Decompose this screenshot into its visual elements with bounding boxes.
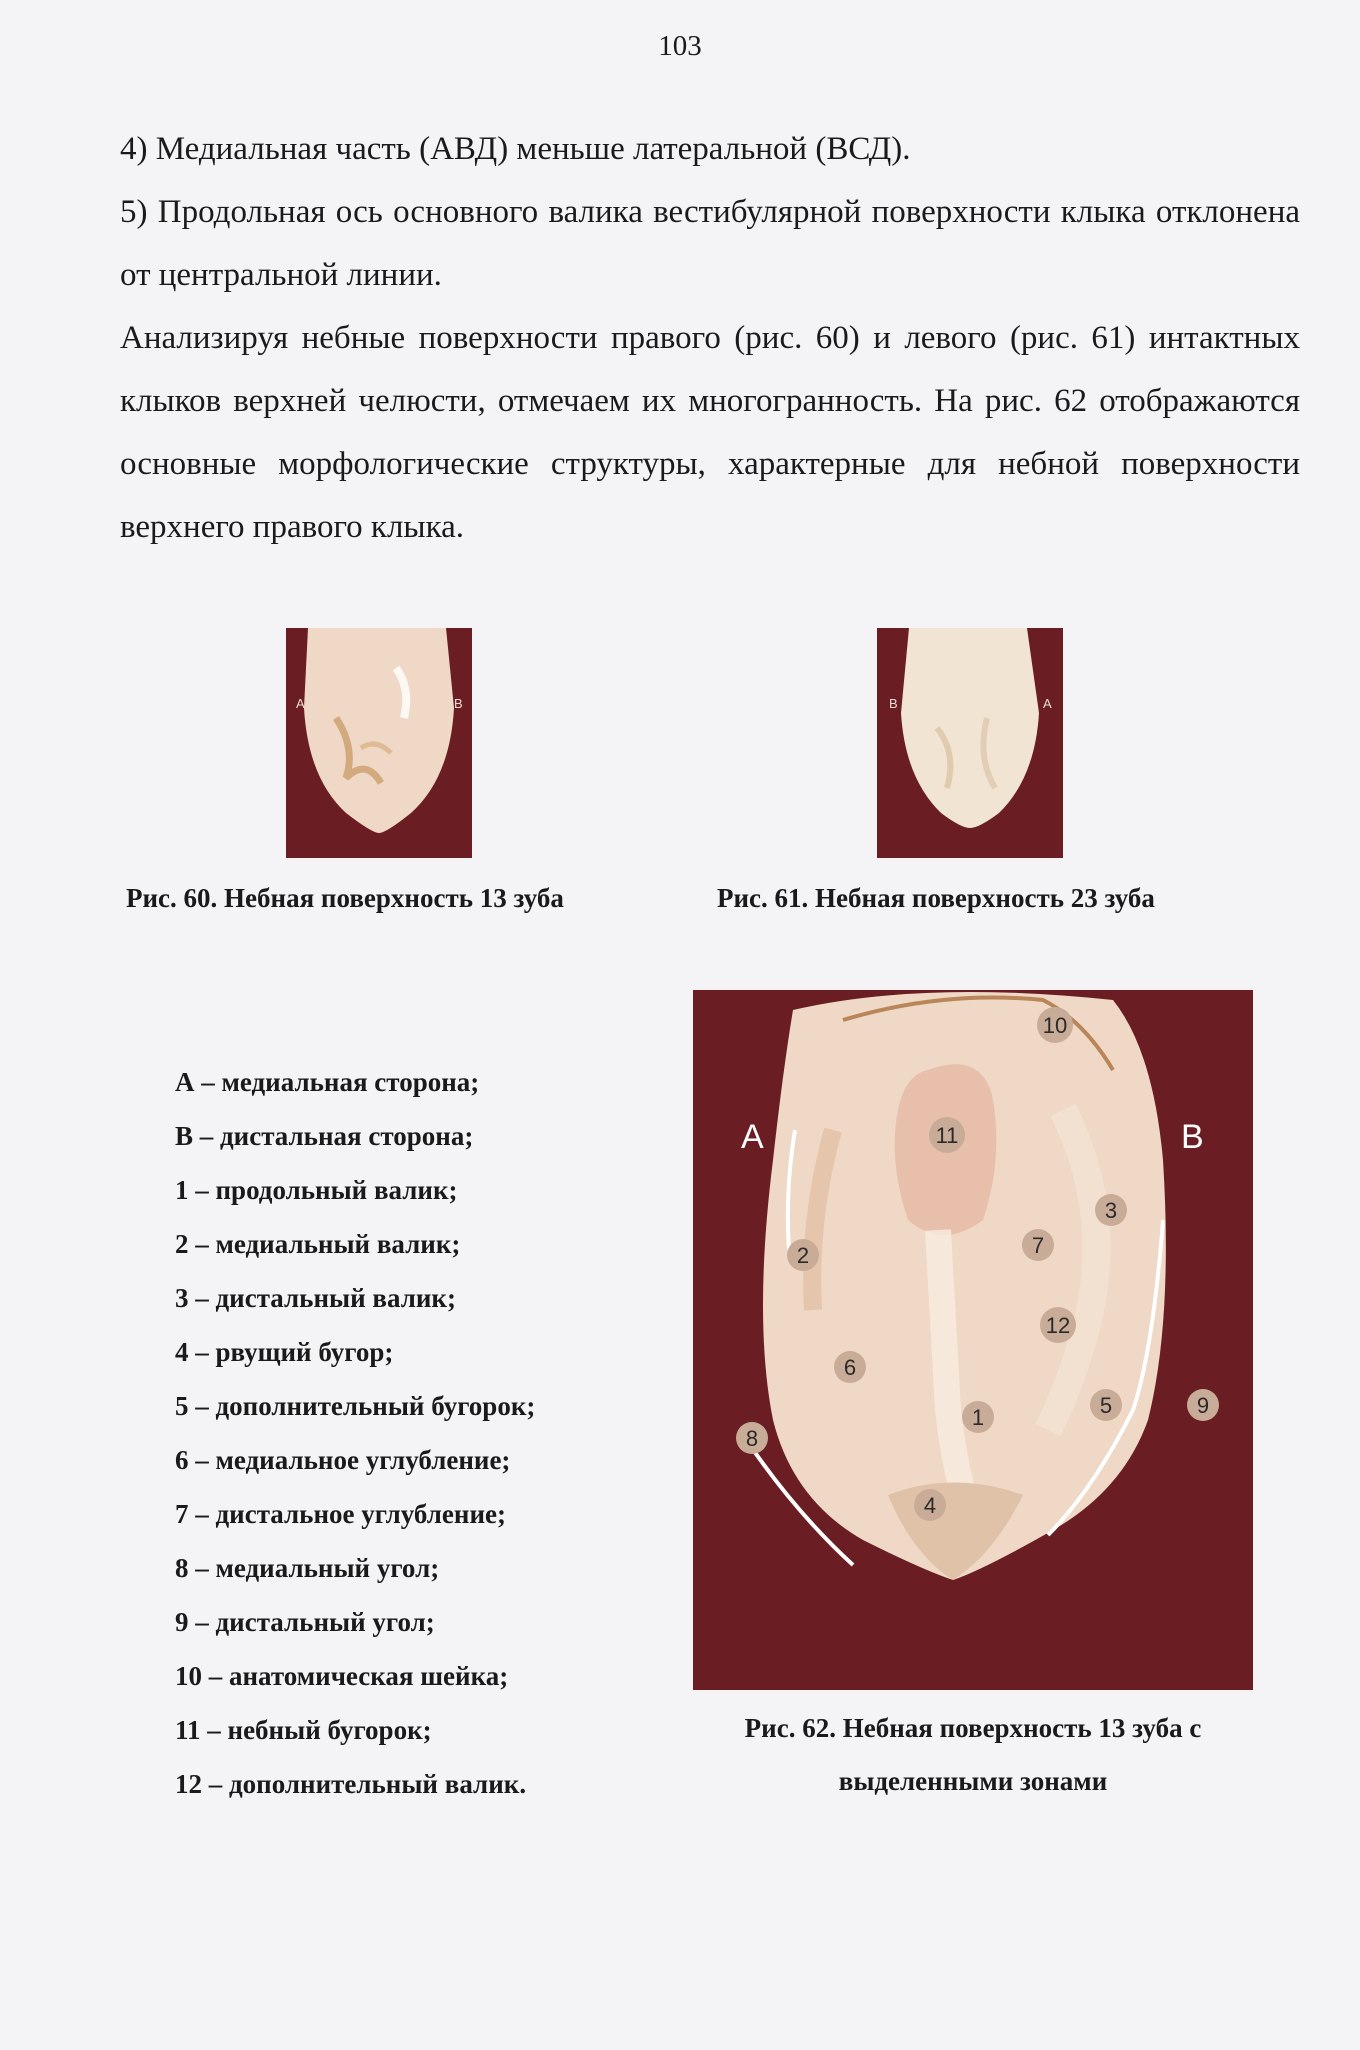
figure-62-label-right: B [1181,1118,1204,1156]
figure-61-image [877,628,1063,858]
svg-text:4: 4 [923,1493,937,1518]
tooth-palatal-23-illustration [877,628,1063,858]
legend-item: В – дистальная сторона; [175,1121,474,1151]
figure-60-label-left: A [296,696,305,711]
svg-text:1: 1 [971,1405,985,1430]
zone-marker [1037,1007,1073,1043]
legend-item: 8 – медиальный угол; [175,1553,440,1583]
zone-marker [1095,1194,1127,1226]
legend-item: 5 – дополнительный бугорок; [175,1391,536,1421]
zone-marker [962,1401,994,1433]
tooth-palatal-13-illustration [286,628,472,858]
zone-marker [1022,1229,1054,1261]
figure-61-label-left: B [889,696,898,711]
figure-60-caption: Рис. 60. Небная поверхность 13 зуба [126,883,564,913]
paragraph-item-5: 5) Продольная ось основного валика вестибулярной поверхности клыка отклонена от центральной линии. [120,194,1300,293]
paragraph-analysis: Анализируя небные поверхности правого (рис. 60) и левого (рис. 61) интактных клыков верхней челюсти, отмечаем их многогранность. На рис. 62 отображаются основные морфологические структуры, характерные для небной поверхности верхнего правого клыка. [120,320,1300,545]
legend-item: А – медиальная сторона; [175,1067,480,1097]
zone-marker [914,1489,946,1521]
legend-item: 11 – небный бугорок; [175,1715,432,1745]
legend-item: 7 – дистальное углубление; [175,1499,506,1529]
legend-item: 9 – дистальный угол; [175,1607,435,1637]
zone-marker [1187,1389,1219,1421]
zone-marker [929,1117,965,1153]
svg-text:12: 12 [1045,1313,1071,1338]
figure-62-caption-line1: Рис. 62. Небная поверхность 13 зуба с [744,1713,1202,1743]
legend-item: 1 – продольный валик; [175,1175,458,1205]
page-number: 103 [658,30,702,62]
svg-text:3: 3 [1104,1198,1118,1223]
figure-60-label-right: B [454,696,463,711]
paragraph-item-4: 4) Медиальная часть (АВД) меньше латеральной (ВСД). [120,131,911,167]
zone-marker [787,1239,819,1271]
zone-marker [1040,1307,1076,1343]
zone-marker [834,1351,866,1383]
figure-62-caption-line2: выделенными зонами [838,1766,1108,1796]
svg-text:7: 7 [1031,1233,1045,1258]
svg-text:6: 6 [843,1355,857,1380]
svg-text:10: 10 [1042,1013,1068,1038]
svg-text:9: 9 [1196,1393,1210,1418]
legend-item: 10 – анатомическая шейка; [175,1661,509,1691]
zone-marker [1090,1389,1122,1421]
zone-marker [736,1422,768,1454]
figure-legend [175,1055,695,1811]
legend-item: 12 – дополнительный валик. [175,1769,527,1799]
body-text [120,118,1300,559]
svg-text:5: 5 [1099,1393,1113,1418]
legend-item: 4 – рвущий бугор; [175,1337,394,1367]
figure-62-image [693,990,1253,1690]
legend-item: 2 – медиальный валик; [175,1229,461,1259]
svg-text:11: 11 [935,1123,959,1148]
svg-text:8: 8 [745,1426,759,1451]
figure-62-label-left: A [741,1118,764,1156]
figure-61-caption: Рис. 61. Небная поверхность 23 зуба [717,883,1155,913]
figure-61-label-right: A [1043,696,1052,711]
legend-item: 6 – медиальное углубление; [175,1445,511,1475]
legend-item: 3 – дистальный валик; [175,1283,456,1313]
tooth-zones-illustration [693,990,1253,1690]
figure-60-image [286,628,472,858]
svg-text:2: 2 [796,1243,810,1268]
